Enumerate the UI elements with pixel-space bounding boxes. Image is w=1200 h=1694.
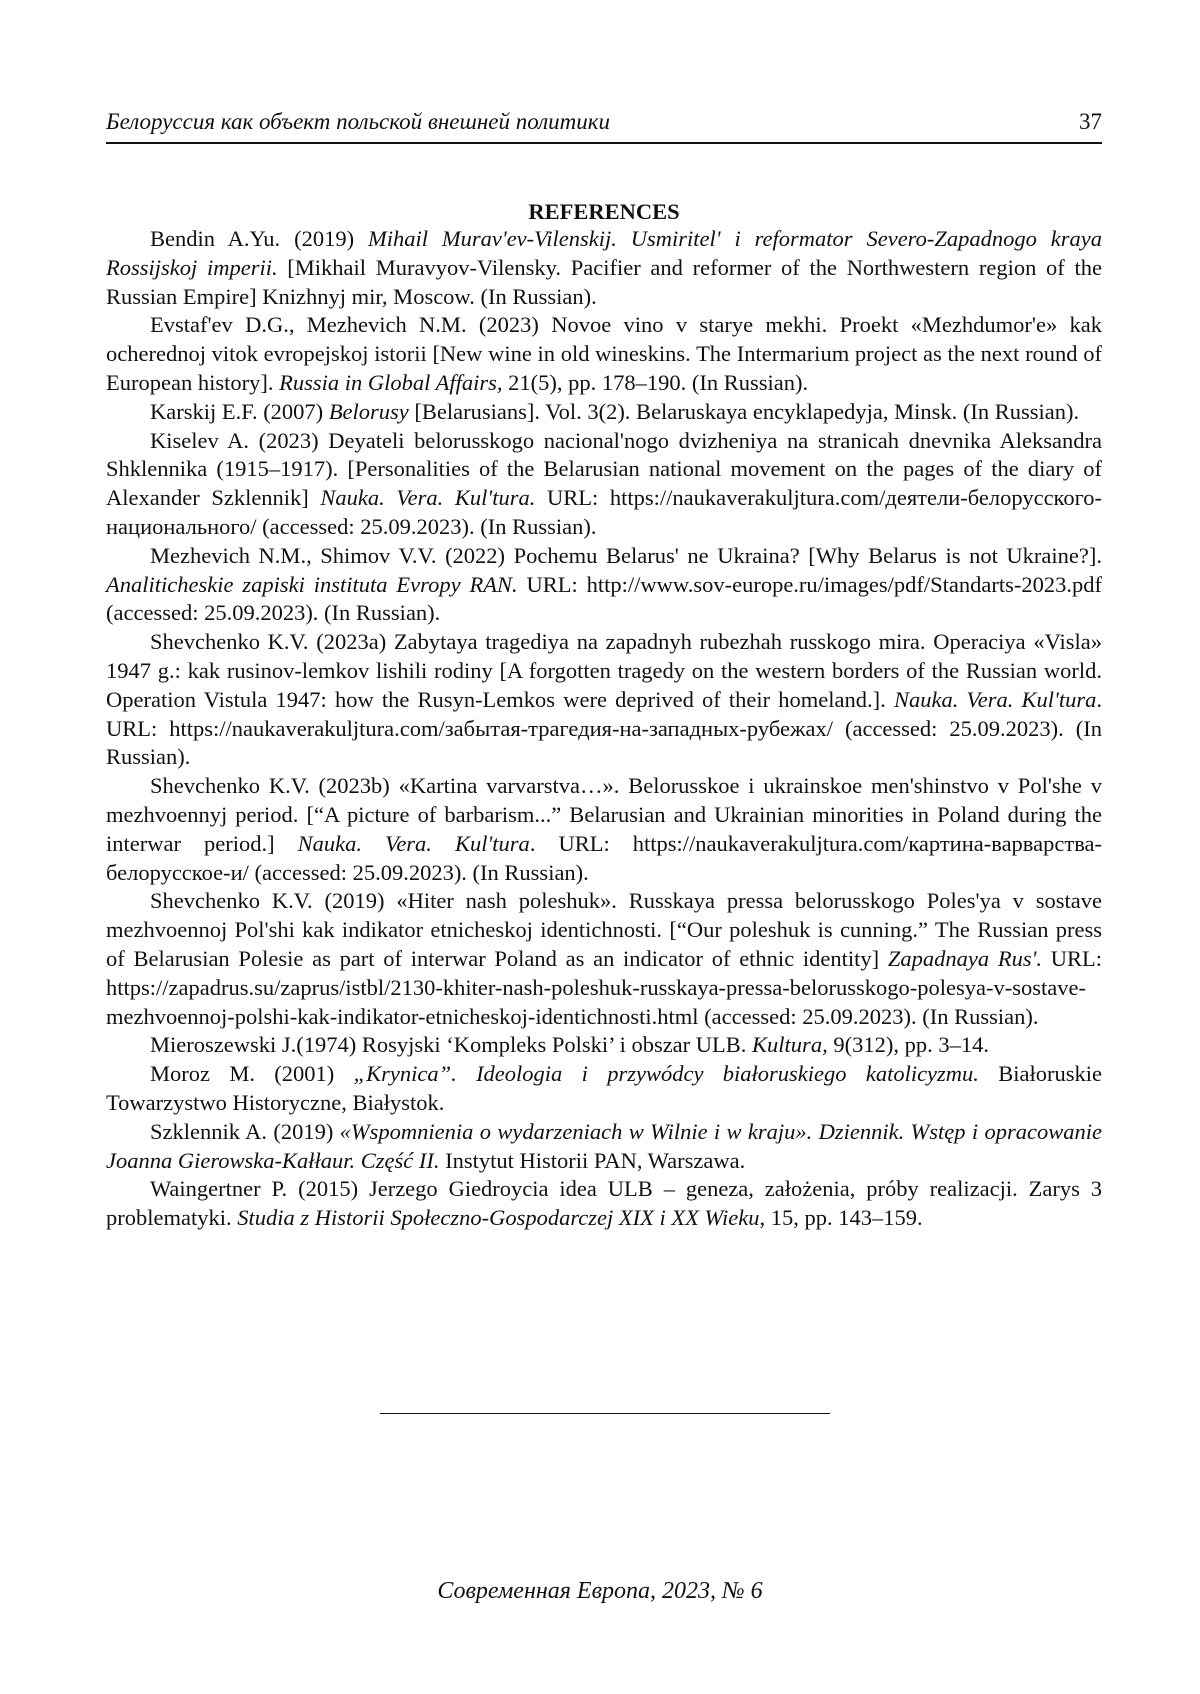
reference-text: Bendin A.Yu. (2019) <box>150 226 368 251</box>
reference-entry <box>106 1175 1102 1233</box>
reference-italic-text: „Krynica”. Ideologia i przywódcy białoruskiego katolicyzmu. <box>353 1061 979 1087</box>
references-section <box>106 198 1102 1233</box>
reference-text: . URL: https://naukaverakuljtura.com/забытая-трагедия-на-западных-рубежах/ (accessed: 25.09.2023). (In Russian). <box>106 686 1102 770</box>
reference-list <box>106 225 1102 1233</box>
reference-text: Szklennik A. (2019) <box>150 1118 340 1144</box>
reference-italic-text: Nauka. Vera. Kul'tura. <box>320 485 536 511</box>
page-number: 37 <box>1079 109 1102 134</box>
journal-footer: Современная Европа, 2023, № 6 <box>437 1578 763 1604</box>
reference-text: Mieroszewski J.(1974) Rosyjski ‘Kompleks Polski’ i obszar ULB. <box>150 1032 753 1058</box>
running-title: Белоруссия как объект польской внешней политики <box>106 109 611 134</box>
reference-text: Moroz M. (2001) <box>150 1061 354 1087</box>
reference-entry <box>106 772 1102 887</box>
reference-text: 21(5), pp. 178–190. (In Russian). <box>502 369 809 395</box>
reference-text: Instytut Historii PAN, Warszawa. <box>439 1147 746 1173</box>
reference-text: Karskij E.F. (2007) <box>150 398 329 424</box>
reference-italic-text: Nauka. Vera. Kul'tura <box>893 686 1097 712</box>
reference-entry <box>106 311 1102 397</box>
reference-text: Kiselev A. (2023) Deyateli belorusskogo nacional'nogo dvizheniya na stranicah dnevnika Aleksandra Shklennika (1915–1917). [Personalities of the Belarusian national movement on the pages of the diary of Alexander Szklennik] <box>106 427 1102 511</box>
reference-entry <box>106 628 1102 772</box>
reference-italic-text: Studia z Historii Społeczno-Gospodarczej XIX i XX Wieku <box>237 1205 760 1231</box>
reference-text: Evstaf'ev D.G., Mezhevich N.M. (2023) Novoe vino v starye mekhi. Proekt «Mezhdumor'e» kak ocherednoj vitok evropejskoj istorii [New wine in old wineskins. The Intermarium project as the next round of European history]. <box>106 312 1102 395</box>
reference-text: Shevchenko K.V. (2019) «Hiter nash poleshuk». Russkaya pressa belorusskogo Poles'ya v sostave mezhvoennoj Pol'shi kak indikator etnicheskoj identichnosti. [“Our poleshuk is cunning.” The Russian press of Belarusian Polesie as part of interwar Poland as an indicator of ethnic identity] <box>106 888 1102 971</box>
reference-entry <box>106 427 1102 542</box>
reference-entry <box>106 542 1102 628</box>
reference-italic-text: Belorusy <box>328 398 409 424</box>
reference-text: 9(312), pp. 3–14. <box>827 1032 989 1058</box>
reference-italic-text: Zapadnaya Rus'. <box>887 945 1043 971</box>
reference-italic-text: Nauka. Vera. Kul'tura <box>297 830 530 856</box>
reference-text: [Mikhail Muravyov-Vilensky. Pacifier and reformer of the Northwestern region of the Russian Empire] Knizhnyj mir, Moscow. (In Russian). <box>106 254 1103 309</box>
reference-entry <box>106 1031 1102 1060</box>
reference-text: Shevchenko K.V. (2023b) «Kartina varvarstva…». Belorusskoe i ukrainskoe men'shinstvo v Pol'she v mezhvoennyj period. [“A picture of barbarism...” Belarusian and Ukrainian minorities in Poland during the interwar period.] <box>106 773 1102 856</box>
end-divider <box>380 1413 830 1414</box>
reference-italic-text: Mihail Murav'ev-Vilenskij. Usmiritel' i reformator Severo-Zapadnogo kraya Rossijskoj imperii. <box>106 226 1102 280</box>
reference-entry <box>106 1060 1102 1118</box>
reference-text: Mezhevich N.M., Shimov V.V. (2022) Pochemu Belarus' ne Ukraina? [Why Belarus is not Ukraine?]. <box>150 542 1102 568</box>
reference-text: [Belarusians]. Vol. 3(2). Belaruskaya encyklapedyja, Minsk. (In Russian). <box>408 398 1080 424</box>
references-heading: REFERENCES <box>528 199 680 224</box>
reference-text: Białoruskie Towarzystwo Historyczne, Białystok. <box>106 1061 1103 1115</box>
reference-entry <box>106 1118 1102 1176</box>
reference-text: URL: http://www.sov-europe.ru/images/pdf/Standarts-2023.pdf (accessed: 25.09.2023). (In Russian). <box>106 571 1102 626</box>
reference-entry <box>106 887 1102 1031</box>
reference-entry <box>106 398 1102 427</box>
reference-text: . URL: https://naukaverakuljtura.com/картина-варварства-белорусское-и/ (accessed: 25.09.2023). (In Russian). <box>106 830 1102 885</box>
reference-italic-text: «Wspomnienia o wydarzeniach w Wilnie i w kraju». Dziennik. Wstęp i opracowanie Joanna Gierowska-Kałłaur. Część II. <box>106 1118 1102 1173</box>
reference-text: URL: https://naukaverakuljtura.com/деятели-белорусского-национального/ (accessed: 25.09.2023). (In Russian). <box>106 485 1102 539</box>
reference-text: Waingertner P. (2015) Jerzego Giedroycia idea ULB – geneza, założenia, próby realizacji. Zarys 3 problematyki. <box>106 1176 1102 1231</box>
reference-italic-text: Kultura, <box>752 1032 828 1058</box>
reference-entry <box>106 225 1102 311</box>
reference-italic-text: Russia in Global Affairs, <box>279 369 503 395</box>
reference-text: URL: https://zapadrus.su/zaprus/istbl/2130-khiter-nash-poleshuk-russkaya-pressa-belorusskogo-polesya-v-sostave-mezhvoennoj-polshi-kak-indikator-etnicheskoj-identichnosti.html (accessed: 25.09.2023). (In Russian). <box>106 945 1102 1029</box>
reference-italic-text: Analiticheskie zapiski instituta Evropy RAN. <box>106 571 518 597</box>
running-header <box>106 108 1102 144</box>
reference-text: Shevchenko K.V. (2023a) Zabytaya tragediya na zapadnyh rubezhah russkogo mira. Operaciya «Visla» 1947 g.: kak rusinov-lemkov lishili rodiny [A forgotten tragedy on the western borders of the Russian world. Operation Vistula 1947: how the Rusyn-Lemkos were deprived of their homeland.]. <box>106 629 1102 712</box>
reference-text: , 15, pp. 143–159. <box>759 1205 923 1231</box>
